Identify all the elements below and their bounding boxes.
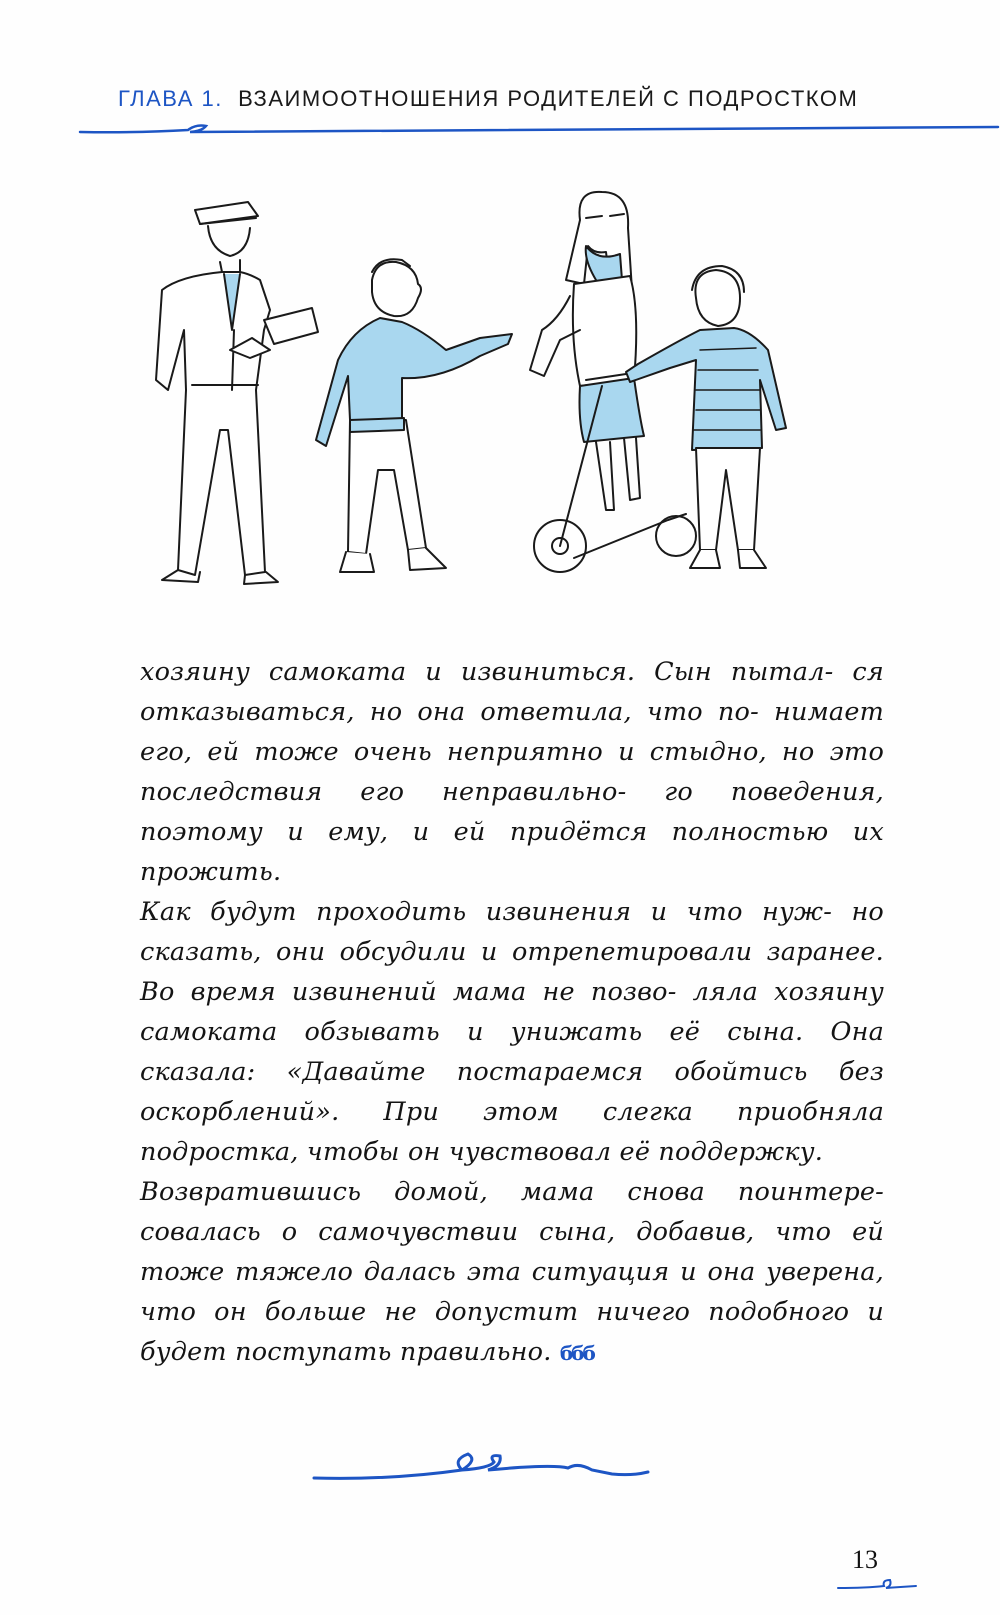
chapter-title: ВЗАИМООТНОШЕНИЯ РОДИТЕЛЕЙ С ПОДРОСТКОМ (238, 86, 859, 111)
boy-pointing-figure (316, 259, 512, 572)
end-mark: ббб (559, 1341, 594, 1365)
policeman-figure (156, 202, 318, 584)
mother-figure (530, 192, 644, 510)
body-text (140, 652, 884, 1373)
header-rule (78, 118, 1000, 148)
page-number: 13 (852, 1545, 878, 1574)
boy-with-scooter-figure (626, 266, 786, 568)
paragraph: Как будут проходить извинения и что нуж- но сказать, они обсудили и отрепетировали заранее. Во время извинений мама не позво- ляла хозяину самоката обзывать и унижать её сына. Она сказала: «Давайте постараемся обойтись без оскорблений». При этом слегка приобняла подростка, чтобы он чувствовал её поддержку. (140, 897, 884, 1167)
section-flourish (312, 1440, 652, 1490)
paragraph-text: Возвратившись домой, мама снова поинтере- совалась о самочувствии сына, добавив, что ей тоже тяжело далась эта ситуация и она уверена, что он больше не допустит ничего подобного и будет поступать правильно. (140, 1177, 884, 1367)
illustration (140, 180, 800, 610)
page-number-swash (836, 1576, 920, 1594)
chapter-label: ГЛАВА 1. (118, 86, 223, 111)
paragraph (140, 1172, 884, 1373)
paragraph: хозяину самоката и извиниться. Сын пытал- ся отказываться, но она ответила, что по- нимает его, ей тоже очень неприятно и стыдно, но это последствия его неправильно- го поведения, поэтому и ему, и ей придётся полностью их прожить. (140, 657, 884, 887)
running-header (118, 86, 858, 112)
